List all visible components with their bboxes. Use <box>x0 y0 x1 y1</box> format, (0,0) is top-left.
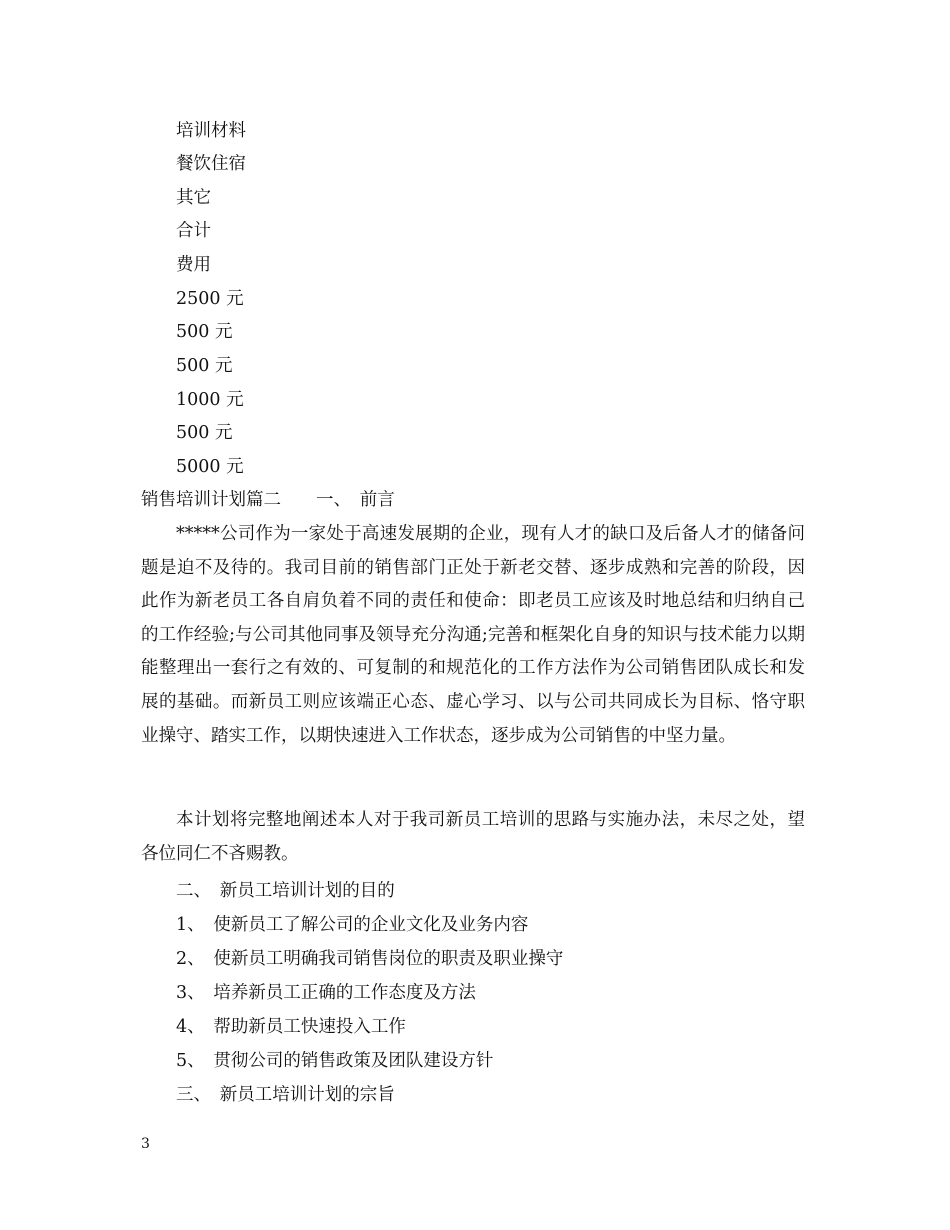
purpose-item: 4、 帮助新员工快速投入工作 <box>176 1017 406 1037</box>
expense-label-total: 合计 <box>176 221 211 241</box>
expense-label-materials: 培训材料 <box>176 121 246 141</box>
preface-paragraph: *****公司作为一家处于高速发展期的企业，现有人才的缺口及后备人才的储备问题是迫不及待的。我司目前的销售部门正处于新老交替、逐步成熟和完善的阶段，因此作为新老员工各自肩负着不同的责任和使命：即老员工应该及时地总结和归纳自己的工作经验;与公司其他同事及领导充分沟通;完善和框架化自身的知识与技术能力以期能整理出一套行之有效的、可复制的和规范化的工作方法作为公司销售团队成长和发展的基础。而新员工则应该端正心态、虚心学习、以与公司共同成长为目标、恪守职业操守、踏实工作，以期快速进入工作状态，逐步成为公司销售的中坚力量。 <box>141 524 805 746</box>
expense-amount: 500 元 <box>176 423 233 443</box>
purpose-item: 3、 培养新员工正确的工作态度及方法 <box>176 983 476 1003</box>
expense-label-food-lodging: 餐饮住宿 <box>176 154 246 174</box>
purpose-heading: 二、 新员工培训计划的目的 <box>176 881 395 901</box>
purpose-item: 2、 使新员工明确我司销售岗位的职责及职业操守 <box>176 949 564 969</box>
purpose-item: 1、 使新员工了解公司的企业文化及业务内容 <box>176 915 529 935</box>
expense-label-other: 其它 <box>176 188 211 208</box>
section-heading-preface: 销售培训计划篇二 一、 前言 <box>141 490 395 510</box>
tenet-heading: 三、 新员工培训计划的宗旨 <box>176 1085 395 1105</box>
purpose-item: 5、 贯彻公司的销售政策及团队建设方针 <box>176 1051 494 1071</box>
expense-amount: 2500 元 <box>176 289 244 309</box>
expense-amount: 1000 元 <box>176 390 244 410</box>
page-number: 3 <box>141 1136 150 1152</box>
plan-intro-paragraph: 本计划将完整地阐述本人对于我司新员工培训的思路与实施办法，未尽之处，望各位同仁不吝赐教。 <box>141 810 805 864</box>
expense-amount: 500 元 <box>176 356 233 376</box>
expense-amount: 500 元 <box>176 322 233 342</box>
expense-amount: 5000 元 <box>176 457 244 477</box>
expense-label-cost: 费用 <box>176 255 211 275</box>
